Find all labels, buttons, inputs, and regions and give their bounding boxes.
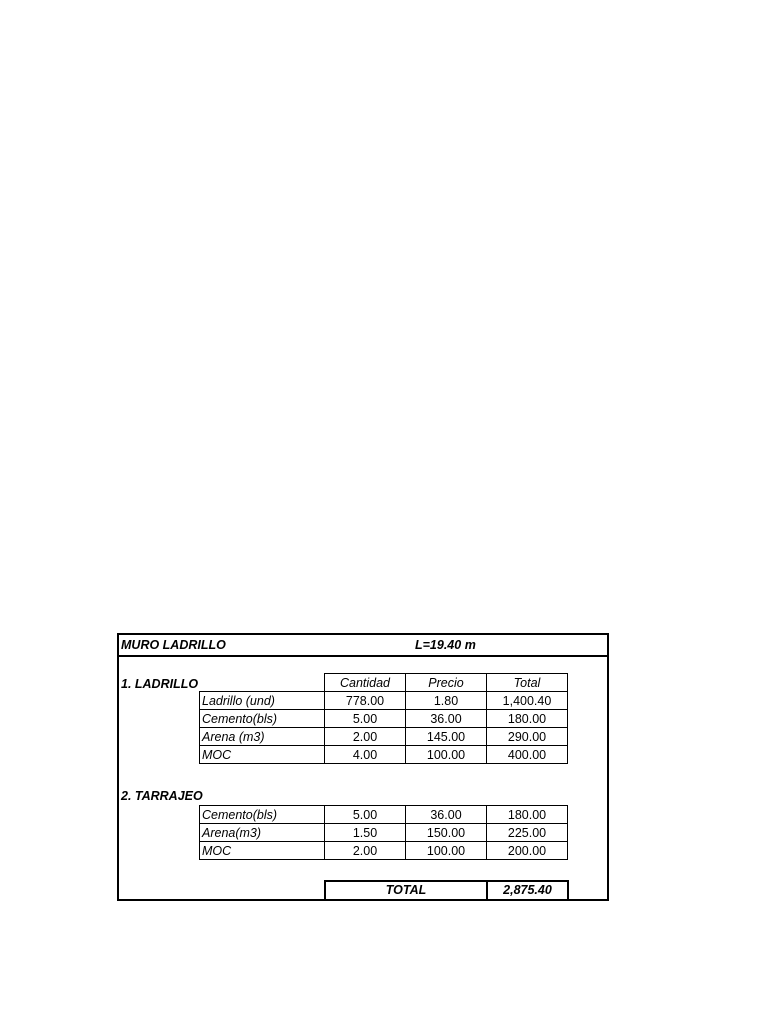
table-row <box>200 710 568 728</box>
table-row <box>200 728 568 746</box>
total-cell: 400.00 <box>487 746 568 764</box>
cantidad-cell: 5.00 <box>325 710 406 728</box>
column-header-cantidad: Cantidad <box>325 674 406 692</box>
item-label: MOC <box>200 842 325 860</box>
cantidad-cell: 4.00 <box>325 746 406 764</box>
table-row <box>200 692 568 710</box>
table-row <box>200 806 568 824</box>
sheet-title: MURO LADRILLO <box>121 638 226 652</box>
precio-cell: 36.00 <box>406 806 487 824</box>
grand-total-value: 2,875.40 <box>486 880 569 901</box>
item-label: Ladrillo (und) <box>200 692 325 710</box>
cantidad-cell: 2.00 <box>325 842 406 860</box>
column-header-precio: Precio <box>406 674 487 692</box>
item-label: Arena(m3) <box>200 824 325 842</box>
precio-cell: 100.00 <box>406 842 487 860</box>
total-cell: 290.00 <box>487 728 568 746</box>
cantidad-cell: 2.00 <box>325 728 406 746</box>
cantidad-cell: 1.50 <box>325 824 406 842</box>
sheet-header <box>119 635 607 657</box>
table-row <box>200 746 568 764</box>
section-tarrajeo-title: 2. TARRAJEO <box>121 789 203 803</box>
section-ladrillo-title: 1. LADRILLO <box>121 677 199 691</box>
grand-total-label: TOTAL <box>324 880 488 901</box>
column-header-total: Total <box>487 674 568 692</box>
precio-cell: 145.00 <box>406 728 487 746</box>
table-row <box>200 842 568 860</box>
total-cell: 180.00 <box>487 806 568 824</box>
item-label: Cemento(bls) <box>200 710 325 728</box>
total-cell: 180.00 <box>487 710 568 728</box>
cantidad-cell: 5.00 <box>325 806 406 824</box>
item-label: Cemento(bls) <box>200 806 325 824</box>
precio-cell: 150.00 <box>406 824 487 842</box>
total-cell: 200.00 <box>487 842 568 860</box>
table-header-row <box>200 674 568 692</box>
total-cell: 1,400.40 <box>487 692 568 710</box>
wall-length: L=19.40 m <box>415 638 476 652</box>
item-label: Arena (m3) <box>200 728 325 746</box>
table-row <box>200 824 568 842</box>
ladrillo-table <box>199 673 568 764</box>
cost-sheet <box>117 633 609 901</box>
precio-cell: 1.80 <box>406 692 487 710</box>
item-label: MOC <box>200 746 325 764</box>
cantidad-cell: 778.00 <box>325 692 406 710</box>
precio-cell: 100.00 <box>406 746 487 764</box>
precio-cell: 36.00 <box>406 710 487 728</box>
tarrajeo-table <box>199 805 568 860</box>
blank-cell <box>200 674 325 692</box>
total-cell: 225.00 <box>487 824 568 842</box>
